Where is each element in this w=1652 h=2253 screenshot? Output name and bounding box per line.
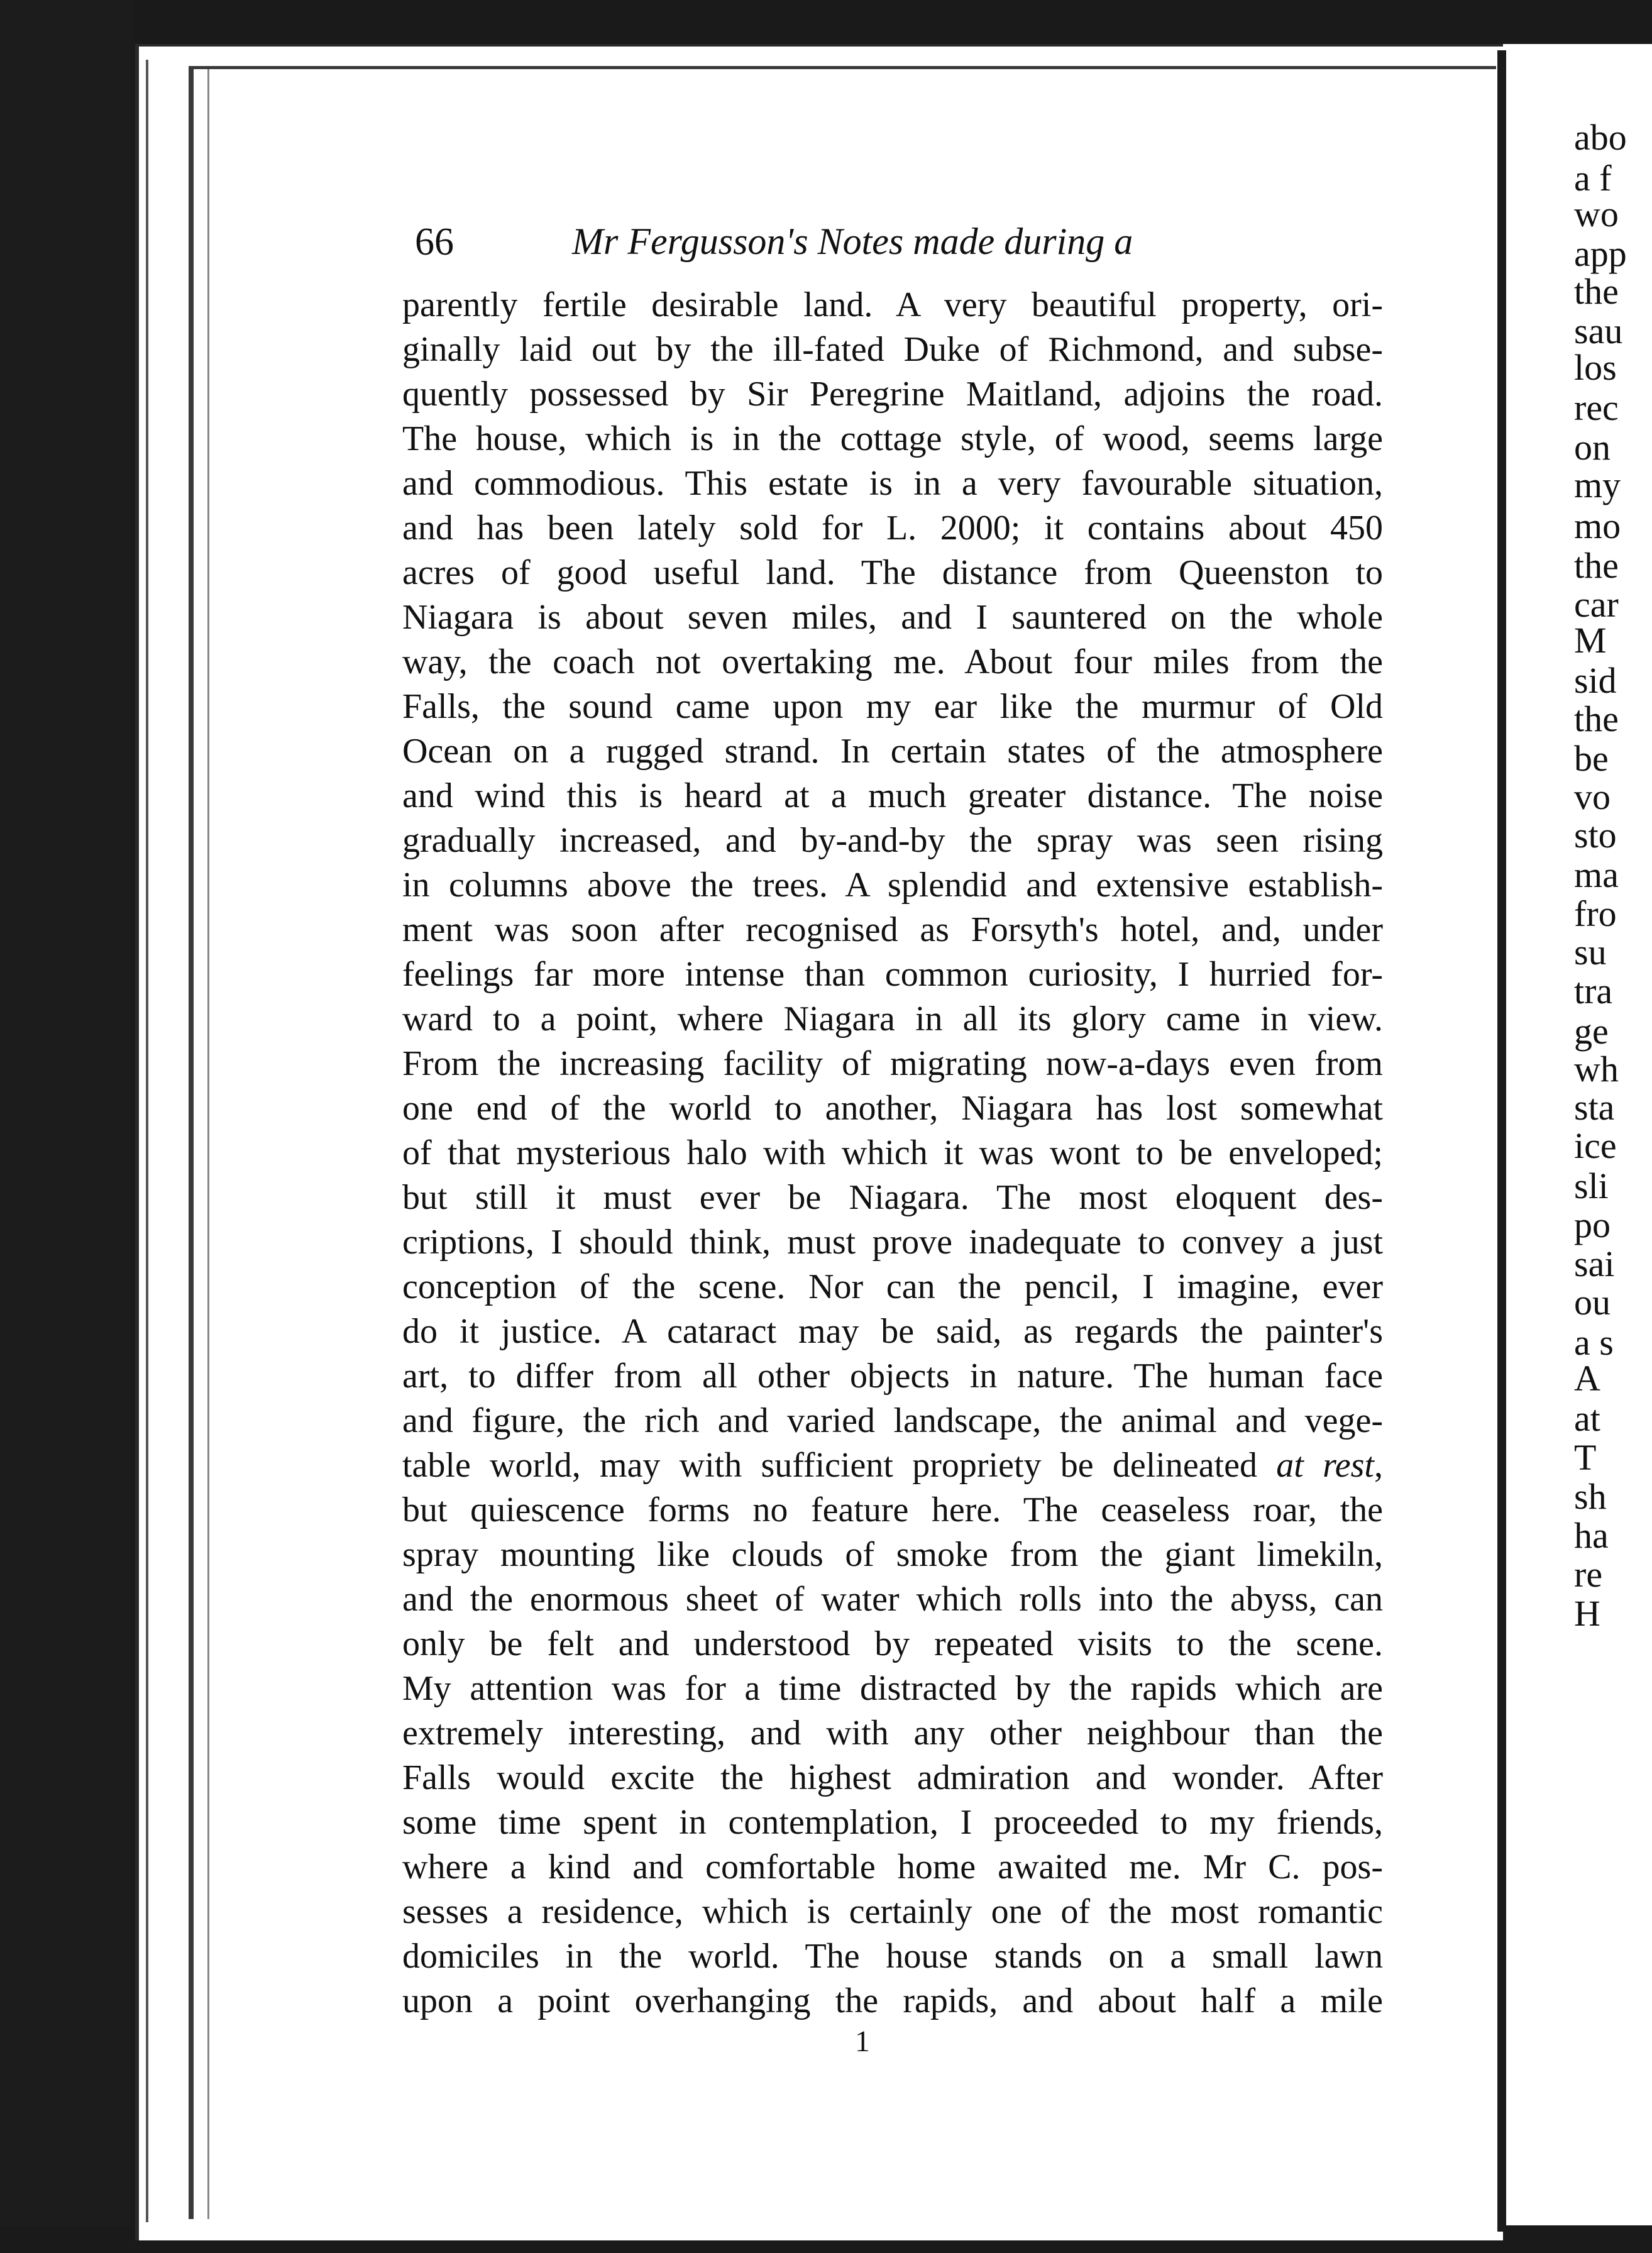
text-line: in columns above the trees. A splendid and extensive establish- [402, 866, 1383, 905]
text-line: The house, which is in the cottage style, of wood, seems large [402, 419, 1383, 458]
facing-page-text: rec [1574, 387, 1619, 428]
page-edge-line [207, 69, 209, 2219]
facing-page-text: wo [1574, 194, 1619, 234]
text-line: table world, may with sufficient propriety be delineated at rest, [402, 1446, 1383, 1485]
facing-page-text: T [1574, 1437, 1597, 1478]
facing-page-text: sta [1574, 1087, 1615, 1128]
facing-page-text: ou [1574, 1282, 1611, 1323]
facing-page-text: su [1574, 932, 1607, 972]
text-line: parently fertile desirable land. A very beautiful property, ori- [402, 285, 1383, 324]
text-line: feelings far more intense than common curiosity, I hurried for- [402, 955, 1383, 994]
text-line: quently possessed by Sir Peregrine Maitland, adjoins the road. [402, 375, 1383, 414]
text-line: of that mysterious halo with which it was wont to be enveloped; [402, 1133, 1383, 1172]
facing-page-text: on [1574, 427, 1611, 468]
body-text [402, 283, 1383, 2024]
text-line: ginally laid out by the ill-fated Duke of Richmond, and subse- [402, 330, 1383, 369]
signature-mark: 1 [855, 2025, 870, 2058]
facing-page-text: app [1574, 233, 1627, 274]
facing-page-text: A [1574, 1358, 1600, 1399]
facing-page-text: ha [1574, 1515, 1609, 1556]
facing-page-text: car [1574, 584, 1619, 625]
text-line: Ocean on a rugged strand. In certain states of the atmosphere [402, 732, 1383, 771]
text-line: way, the coach not overtaking me. About four miles from the [402, 642, 1383, 681]
text-line: one end of the world to another, Niagara has lost somewhat [402, 1089, 1383, 1128]
text-line: Niagara is about seven miles, and I sauntered on the whole [402, 598, 1383, 637]
text-line: From the increasing facility of migrating now-a-days even from [402, 1044, 1383, 1083]
text-line: and figure, the rich and varied landscape, the animal and vege- [402, 1401, 1383, 1440]
text-line: conception of the scene. Nor can the pencil, I imagine, ever [402, 1267, 1383, 1306]
text-line: criptions, I should think, must prove inadequate to convey a just [402, 1223, 1383, 1262]
text-line: ment was soon after recognised as Forsyth's hotel, and, under [402, 910, 1383, 949]
facing-page-text: my [1574, 465, 1621, 505]
facing-page-text: ma [1574, 854, 1619, 895]
facing-page-text: mo [1574, 505, 1621, 546]
text-line: extremely interesting, and with any other neighbour than the [402, 1714, 1383, 1753]
facing-page-text: sau [1574, 311, 1623, 351]
facing-page-text: wh [1574, 1049, 1619, 1089]
page-edge-line [146, 60, 148, 2222]
text-line: Falls would excite the highest admiration and wonder. After [402, 1758, 1383, 1797]
text-line: domiciles in the world. The house stands on a small lawn [402, 1937, 1383, 1976]
text-line: upon a point overhanging the rapids, and about half a mile [402, 1981, 1383, 2020]
facing-page-text: sto [1574, 815, 1617, 856]
facing-page-text: tra [1574, 971, 1613, 1011]
facing-page-text: sid [1574, 660, 1617, 701]
facing-page-text: sai [1574, 1243, 1615, 1284]
facing-page-text: po [1574, 1204, 1611, 1245]
text-line: and commodious. This estate is in a very favourable situation, [402, 464, 1383, 503]
facing-page-text: be [1574, 738, 1609, 779]
text-line: some time spent in contemplation, I proceeded to my friends, [402, 1803, 1383, 1842]
page-edge-line [189, 66, 1496, 69]
facing-page-text: a s [1574, 1322, 1614, 1363]
scan-border-top [0, 0, 1652, 44]
facing-page-text: vo [1574, 776, 1611, 817]
facing-page-text: abo [1574, 117, 1627, 158]
text-line: art, to differ from all other objects in nature. The human face [402, 1357, 1383, 1396]
running-head: Mr Fergusson's Notes made during a [572, 221, 1133, 262]
text-line: and wind this is heard at a much greater distance. The noise [402, 776, 1383, 815]
text-line: Falls, the sound came upon my ear like the murmur of Old [402, 687, 1383, 726]
text-line: only be felt and understood by repeated visits to the scene. [402, 1624, 1383, 1663]
facing-page-text: sli [1574, 1165, 1609, 1206]
text-line: and has been lately sold for L. 2000; it contains about 450 [402, 509, 1383, 548]
facing-page-text: the [1574, 698, 1619, 739]
text-line: where a kind and comfortable home awaited me. Mr C. pos- [402, 1848, 1383, 1887]
text-line: ward to a point, where Niagara in all its glory came in view. [402, 1000, 1383, 1038]
facing-page-text: re [1574, 1554, 1603, 1595]
facing-page-text: ge [1574, 1011, 1609, 1052]
text-line: do it justice. A cataract may be said, as regards the painter's [402, 1312, 1383, 1351]
facing-page-text: the [1574, 271, 1619, 312]
facing-page-text: sh [1574, 1476, 1607, 1517]
book-gutter [1497, 50, 1506, 2232]
page-header [402, 207, 1383, 283]
page-number: 66 [415, 221, 454, 263]
text-line: acres of good useful land. The distance from Queenston to [402, 553, 1383, 592]
text-line: My attention was for a time distracted by the rapids which are [402, 1669, 1383, 1708]
text-line: sesses a residence, which is certainly one of the most romantic [402, 1892, 1383, 1931]
text-line: but still it must ever be Niagara. The most eloquent des- [402, 1178, 1383, 1217]
facing-page-text: a f [1574, 158, 1612, 199]
facing-page-text: at [1574, 1398, 1600, 1439]
scan-border-left [0, 0, 135, 2253]
facing-page-text: H [1574, 1593, 1600, 1634]
facing-page-text: M [1574, 620, 1607, 661]
book-page [402, 207, 1383, 2024]
facing-page-text: los [1574, 347, 1617, 388]
facing-page-text: the [1574, 545, 1619, 586]
text-line: spray mounting like clouds of smoke from the giant limekiln, [402, 1535, 1383, 1574]
text-line: but quiescence forms no feature here. The ceaseless roar, the [402, 1490, 1383, 1529]
facing-page-fragment [1506, 75, 1652, 2225]
text-line: and the enormous sheet of water which rolls into the abyss, can [402, 1580, 1383, 1619]
facing-page-text: ice [1574, 1125, 1617, 1166]
text-line: gradually increased, and by-and-by the spray was seen rising [402, 821, 1383, 860]
page-edge-line [189, 69, 194, 2219]
facing-page-text: fro [1574, 893, 1617, 934]
